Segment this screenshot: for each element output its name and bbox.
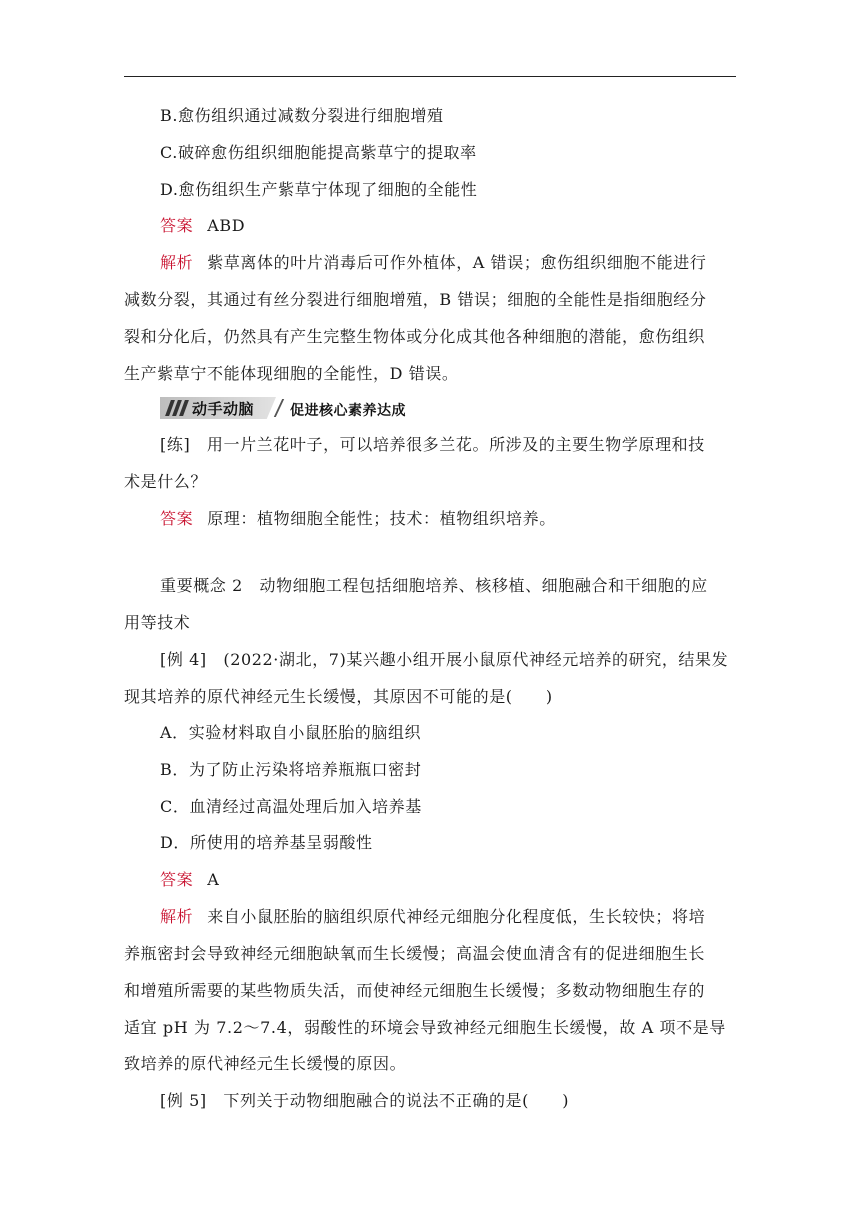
- explanation-line-2: 减数分裂，其通过有丝分裂进行细胞增殖，B 错误；细胞的全能性是指细胞经分: [124, 290, 707, 309]
- answer-label: 答案: [160, 870, 194, 889]
- explanation-text: 来自小鼠胚胎的脑组织原代神经元细胞分化程度低，生长较快；将培: [207, 907, 706, 926]
- explanation-2-line-3: 和增殖所需要的某些物质失活，而使神经元细胞生长缓慢；多数动物细胞生存的: [124, 981, 706, 1000]
- explanation-line-4: 生产紫草宁不能体现细胞的全能性，D 错误。: [124, 364, 459, 383]
- answer-line-1: [160, 216, 780, 236]
- answer-value: A: [207, 870, 220, 889]
- explanation-2-line-4: 适宜 pH 为 7.2～7.4，弱酸性的环境会导致神经元细胞生长缓慢，故 A 项不是导: [124, 1018, 726, 1037]
- answer-line-2: [160, 509, 780, 529]
- practice-line-1: [练] 用一片兰花叶子，可以培养很多兰花。所涉及的主要生物学原理和技: [160, 435, 705, 454]
- answer-label: 答案: [160, 216, 194, 235]
- header-rule: [124, 76, 736, 77]
- explanation-2-line-2: 养瓶密封会导致神经元细胞缺氧而生长缓慢；高温会使血清含有的促进细胞生长: [124, 944, 706, 963]
- concept-line-1: 重要概念 2 动物细胞工程包括细胞培养、核移植、细胞融合和干细胞的应: [160, 576, 708, 595]
- banner-subtitle: 促进核心素养达成: [290, 403, 406, 419]
- explanation-2-line-5: 致培养的原代神经元生长缓慢的原因。: [124, 1054, 407, 1073]
- explanation-line-1: [160, 253, 780, 273]
- practice-line-2: 术是什么？: [124, 472, 208, 491]
- example-5-line-1: [例 5] 下列关于动物细胞融合的说法不正确的是( ): [160, 1091, 570, 1110]
- example-4-line-2: 现其培养的原代神经元生长缓慢，其原因不可能的是( ): [124, 687, 553, 706]
- slash-divider: [274, 399, 284, 417]
- option-c: C．血清经过高温处理后加入培养基: [160, 797, 422, 816]
- explanation-label: 解析: [160, 907, 194, 926]
- option-b: B．为了防止污染将培养瓶瓶口密封: [160, 760, 422, 779]
- example-4-line-1: [例 4] (2022·湖北，7)某兴趣小组开展小鼠原代神经元培养的研究，结果发: [160, 650, 729, 669]
- option-c-line: C.破碎愈伤组织细胞能提高紫草宁的提取率: [160, 143, 477, 162]
- explanation-line-3: 裂和分化后，仍然具有产生完整生物体或分化成其他各种细胞的潜能，愈伤组织: [124, 327, 706, 346]
- explanation-2-line-1: [160, 907, 780, 927]
- explanation-label: 解析: [160, 253, 194, 272]
- option-d: D．所使用的培养基呈弱酸性: [160, 833, 373, 852]
- answer-line-3: [160, 870, 780, 890]
- option-b-line: B.愈伤组织通过减数分裂进行细胞增殖: [160, 106, 444, 125]
- answer-value: 原理：植物细胞全能性；技术：植物组织培养。: [207, 509, 556, 528]
- banner-tab-label: 动手动脑: [192, 400, 255, 418]
- concept-line-2: 用等技术: [124, 613, 191, 632]
- option-a: A．实验材料取自小鼠胚胎的脑组织: [160, 723, 422, 742]
- stripes-icon: [166, 400, 188, 416]
- answer-value: ABD: [207, 216, 246, 235]
- explanation-text: 紫草离体的叶片消毒后可作外植体，A 错误；愈伤组织细胞不能进行: [207, 253, 707, 272]
- option-d-line: D.愈伤组织生产紫草宁体现了细胞的全能性: [160, 180, 478, 199]
- section-banner: [160, 397, 460, 421]
- answer-label: 答案: [160, 509, 194, 528]
